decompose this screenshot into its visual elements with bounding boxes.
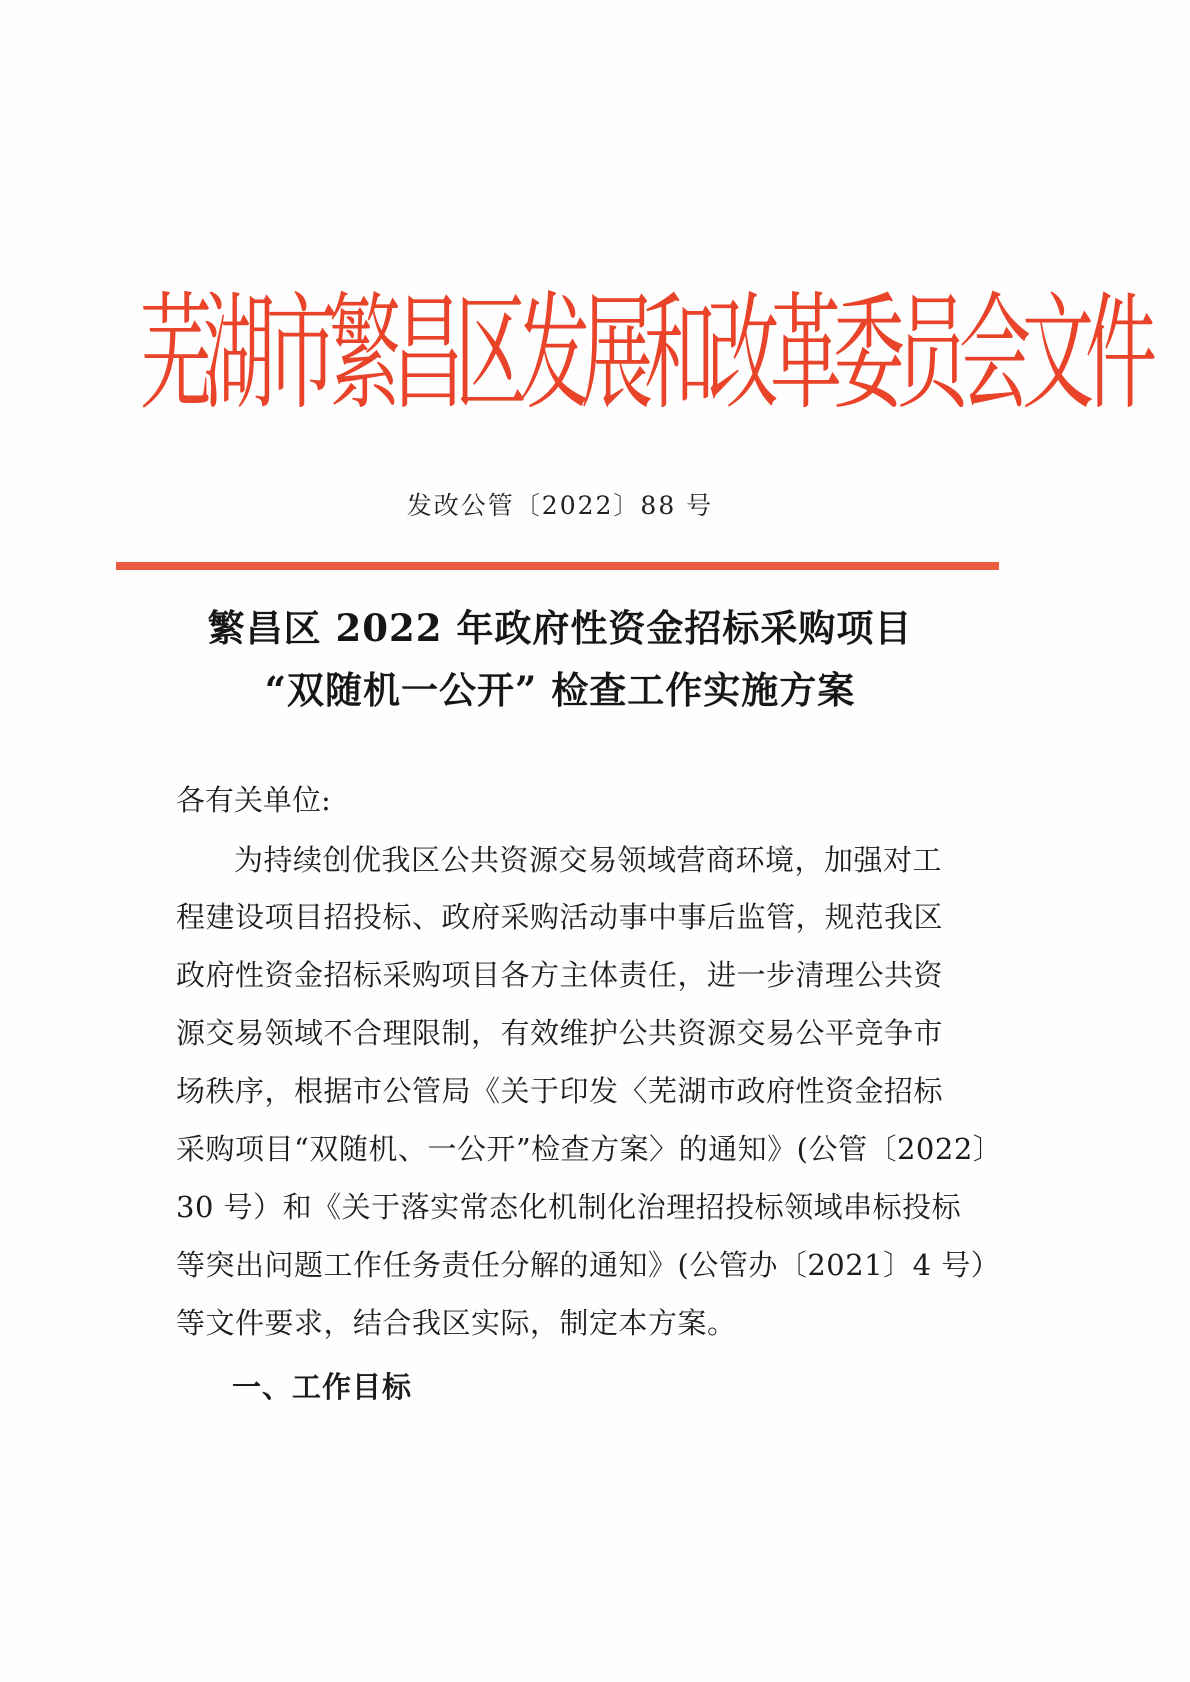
body-line-4: 源交易领域不合理限制，有效维护公共资源交易公平竞争市 [176,1016,944,1050]
section-heading: 一、工作目标 [232,1370,413,1404]
document-title-line-1: 繁昌区 2022 年政府性资金招标采购项目 [207,606,913,650]
red-separator-line [116,562,999,570]
body-line-5: 场秩序，根据市公管局《关于印发〈芜湖市政府性资金招标 [176,1074,944,1108]
body-line-8: 等突出问题工作任务责任分解的通知》(公管办〔2021〕4 号） [176,1248,1001,1282]
document-number: 发改公管〔2022〕88 号 [406,491,714,520]
body-line-7: 30 号）和《关于落实常态化机制化治理招投标领域串标投标 [176,1190,962,1224]
body-line-1: 为持续创优我区公共资源交易领域营商环境，加强对工 [234,843,943,877]
body-line-9: 等文件要求，结合我区实际，制定本方案。 [176,1306,737,1340]
document-title-line-2: “双随机一公开” 检查工作实施方案 [264,668,856,712]
body-line-3: 政府性资金招标采购项目各方主体责任，进一步清理公共资 [176,958,944,992]
issuing-authority-title: 芜湖市繁昌区发展和改革委员会文件 [140,279,1149,427]
body-line-6: 采购项目“双随机、一公开”检查方案〉的通知》(公管〔2022〕 [176,1132,1003,1166]
salutation: 各有关单位: [176,783,331,817]
body-line-2: 程建设项目招投标、政府采购活动事中事后监管，规范我区 [176,900,944,934]
